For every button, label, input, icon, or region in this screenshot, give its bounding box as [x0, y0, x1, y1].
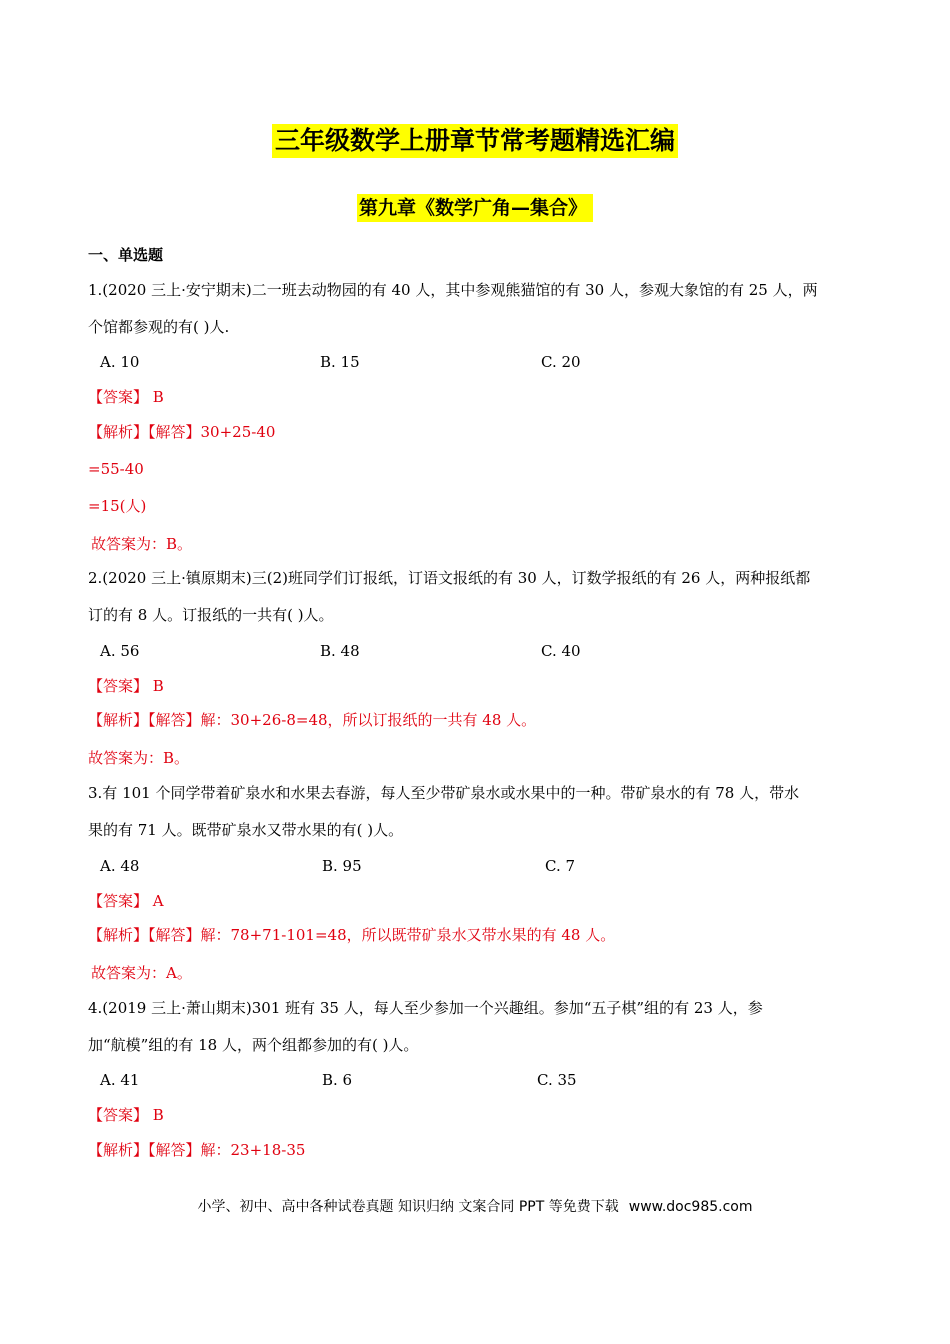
answer-tag: 【答案】 [88, 677, 149, 695]
question-4-option-a: A. 41 [100, 1071, 140, 1089]
question-2-answer [88, 675, 164, 697]
question-1-step-2: =55-40 [88, 460, 144, 478]
question-3-answer [88, 890, 164, 912]
question-1-option-b: B. 15 [320, 353, 360, 371]
question-2-option-c: C. 40 [541, 642, 581, 660]
question-1-text-line-2: 个馆都参观的有( )人. [88, 318, 230, 336]
question-3-conclusion: 故答案为：A。 [91, 964, 192, 982]
question-4-analysis [88, 1139, 305, 1161]
section-heading: 一、单选题 [88, 246, 164, 264]
question-1-answer [88, 386, 164, 408]
question-4-answer [88, 1104, 164, 1126]
question-1-option-a: A. 10 [100, 353, 140, 371]
answer-tag: 【答案】 [88, 1106, 149, 1124]
answer-value: B [148, 677, 164, 695]
analysis-text: 30+25-40 [200, 423, 276, 441]
footer-text: 小学、初中、高中各种试卷真题 知识归纳 文案合同 PPT 等免费下载 [197, 1199, 619, 1215]
question-3-option-b: B. 95 [322, 857, 362, 875]
answer-tag: 【答案】 [88, 388, 149, 406]
question-2-option-a: A. 56 [100, 642, 140, 660]
question-2-analysis [88, 709, 536, 731]
question-2-option-b: B. 48 [320, 642, 360, 660]
question-2-text-line-1: 2.(2020 三上·镇原期末)三(2)班同学们订报纸，订语文报纸的有 30 人，订数学报纸的有 26 人，两种报纸都 [88, 569, 811, 587]
analysis-text: 解：30+26-8=48，所以订报纸的一共有 48 人。 [200, 711, 537, 729]
answer-value: B [148, 388, 164, 406]
answer-value: A [148, 892, 164, 910]
answer-value: B [148, 1106, 164, 1124]
question-3-text-line-2: 果的有 71 人。既带矿泉水又带水果的有( )人。 [88, 821, 404, 839]
footer-url-link[interactable]: www.doc985.com [628, 1199, 753, 1215]
question-2-conclusion: 故答案为：B。 [88, 749, 190, 767]
analysis-text: 解：23+18-35 [200, 1141, 306, 1159]
question-3-analysis [88, 924, 615, 946]
question-4-text-line-1: 4.(2019 三上·萧山期末)301 班有 35 人，每人至少参加一个兴趣组。参加“五子棋”组的有 23 人，参 [88, 999, 763, 1017]
analysis-text: 解：78+71-101=48，所以既带矿泉水又带水果的有 48 人。 [200, 926, 616, 944]
question-3-text-line-1: 3.有 101 个同学带着矿泉水和水果去春游，每人至少带矿泉水或水果中的一种。带矿泉水的有 78 人，带水 [88, 784, 800, 802]
analysis-tag: 【解析】【解答】 [88, 711, 201, 729]
question-1-text-line-1: 1.(2020 三上·安宁期末)二一班去动物园的有 40 人，其中参观熊猫馆的有 30 人，参观大象馆的有 25 人，两 [88, 281, 818, 299]
analysis-tag: 【解析】【解答】 [88, 1141, 201, 1159]
answer-tag: 【答案】 [88, 892, 149, 910]
page-footer [0, 1196, 950, 1216]
question-4-option-c: C. 35 [537, 1071, 577, 1089]
question-1-step-3: =15(人) [88, 497, 147, 515]
question-3-option-c: C. 7 [545, 857, 576, 875]
question-1-analysis [88, 421, 275, 443]
question-2-text-line-2: 订的有 8 人。订报纸的一共有( )人。 [88, 606, 334, 624]
question-4-text-line-2: 加“航模”组的有 18 人，两个组都参加的有( )人。 [88, 1036, 419, 1054]
analysis-tag: 【解析】【解答】 [88, 423, 201, 441]
page-title: 三年级数学上册章节常考题精选汇编 [272, 124, 678, 158]
question-1-option-c: C. 20 [541, 353, 581, 371]
analysis-tag: 【解析】【解答】 [88, 926, 201, 944]
question-1-conclusion: 故答案为：B。 [91, 535, 193, 553]
chapter-subtitle: 第九章《数学广角—集合》 [357, 194, 593, 222]
question-3-option-a: A. 48 [100, 857, 140, 875]
question-4-option-b: B. 6 [322, 1071, 353, 1089]
